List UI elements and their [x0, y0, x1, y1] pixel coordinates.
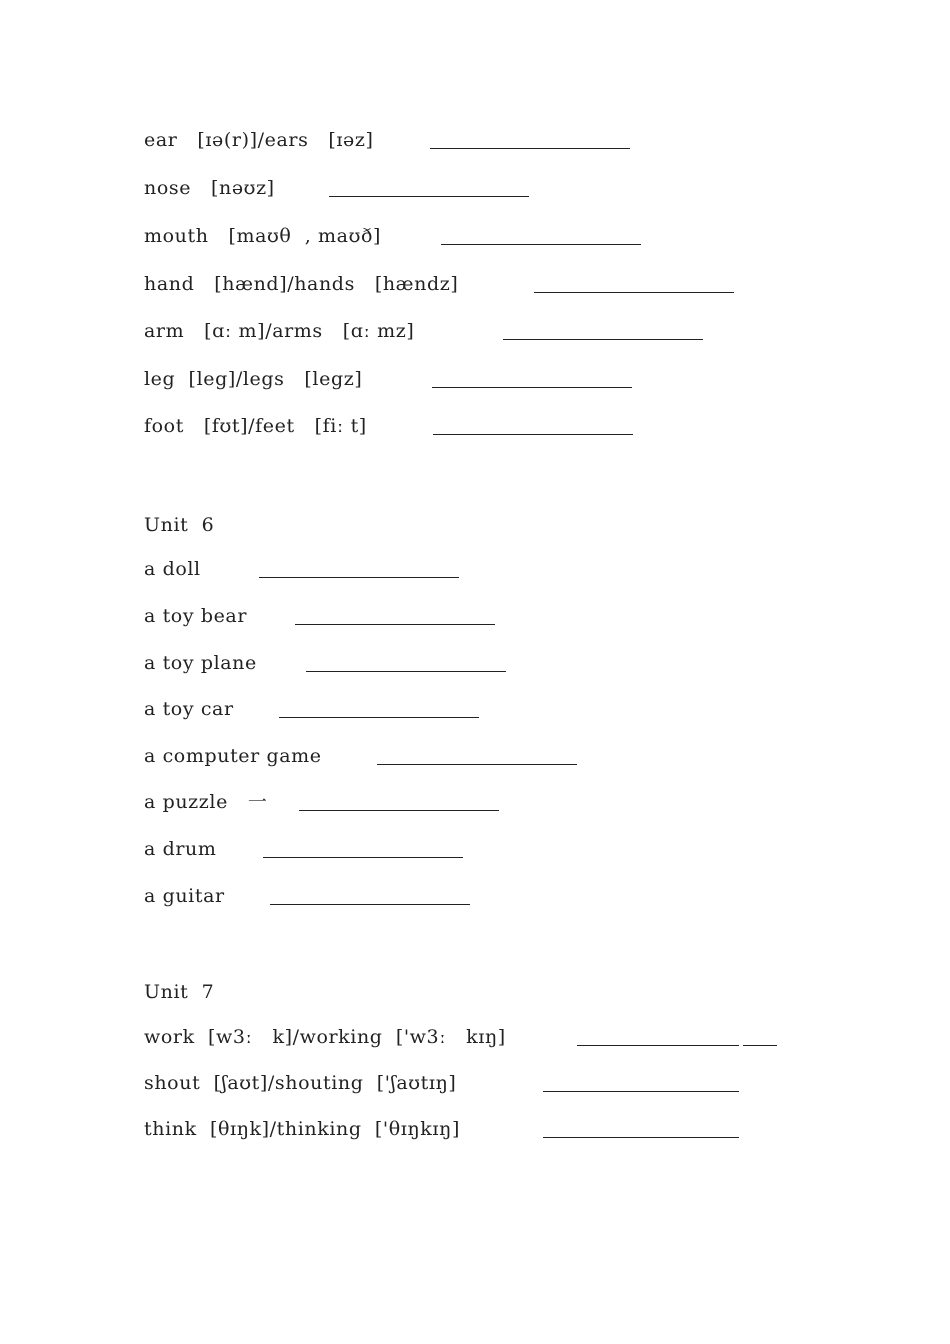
vocab-row-ear: ear [ɪə(r)]/ears [ɪəz] [144, 129, 374, 151]
vocab-row-toy-car: a toy car [144, 698, 234, 720]
answer-blank-drum[interactable] [263, 857, 463, 858]
answer-blank-leg[interactable] [432, 387, 632, 388]
answer-blank-arm[interactable] [503, 339, 703, 340]
vocab-row-toy-bear: a toy bear [144, 605, 248, 627]
vocab-row-arm: arm [ɑː m]/arms [ɑː mz] [144, 320, 415, 342]
answer-blank-computer-game[interactable] [377, 764, 577, 765]
answer-blank-hand[interactable] [534, 292, 734, 293]
answer-blank-shout[interactable] [543, 1091, 739, 1092]
vocab-row-leg: leg [leg]/legs [legz] [144, 368, 363, 390]
vocab-row-think: think [θɪŋk]/thinking ['θɪŋkɪŋ] [144, 1118, 460, 1140]
answer-blank-nose[interactable] [329, 196, 529, 197]
vocab-row-work: work [w3ː k]/working ['w3ː kɪŋ] [144, 1026, 506, 1048]
answer-blank-think[interactable] [543, 1137, 739, 1138]
unit-7-heading: Unit 7 [144, 981, 215, 1003]
vocab-row-nose: nose [nəʊz] [144, 177, 275, 199]
answer-blank-guitar[interactable] [270, 904, 470, 905]
vocab-row-foot: foot [fʊt]/feet [fiː t] [144, 415, 367, 437]
unit-6-heading: Unit 6 [144, 514, 215, 536]
answer-blank-puzzle[interactable] [299, 810, 499, 811]
answer-blank-toy-car[interactable] [279, 717, 479, 718]
answer-blank-foot[interactable] [433, 434, 633, 435]
answer-blank-ear[interactable] [430, 148, 630, 149]
vocab-row-guitar: a guitar [144, 885, 225, 907]
answer-blank-work-extension[interactable] [743, 1045, 777, 1046]
vocab-row-doll: a doll [144, 558, 201, 580]
vocab-row-puzzle: a puzzle 一 [144, 791, 268, 813]
answer-blank-doll[interactable] [259, 577, 459, 578]
vocab-row-drum: a drum [144, 838, 217, 860]
vocab-row-toy-plane: a toy plane [144, 652, 257, 674]
answer-blank-toy-bear[interactable] [295, 624, 495, 625]
answer-blank-toy-plane[interactable] [306, 671, 506, 672]
answer-blank-work[interactable] [577, 1045, 739, 1046]
answer-blank-mouth[interactable] [441, 244, 641, 245]
vocab-row-mouth: mouth [maʊθ , maʊð] [144, 225, 381, 247]
vocab-row-shout: shout [ʃaʊt]/shouting ['ʃaʊtɪŋ] [144, 1072, 457, 1094]
vocab-row-hand: hand [hænd]/hands [hændz] [144, 273, 459, 295]
vocab-row-computer-game: a computer game [144, 745, 322, 767]
